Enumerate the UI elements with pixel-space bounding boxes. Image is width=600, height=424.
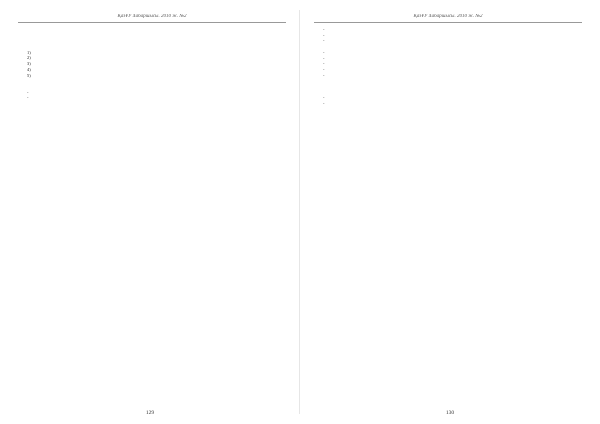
list-item-text <box>33 73 286 79</box>
list-marker: - <box>323 66 325 72</box>
list-marker: - <box>323 49 325 55</box>
right-page <box>300 0 600 424</box>
list-item <box>314 73 582 79</box>
list-item <box>314 38 582 44</box>
left-page-body <box>18 27 286 413</box>
list-marker: - <box>323 72 325 78</box>
list-marker: 2) <box>27 55 31 61</box>
list-marker: - <box>323 55 325 61</box>
running-header: ҚазҰУ Хабаршысы. 2010 ж. №2 <box>314 14 582 23</box>
list-marker: 3) <box>27 61 31 67</box>
running-header: ҚазҰУ Хабаршысы. 2010 ж. №2 <box>18 14 286 23</box>
page-number: 130 <box>445 410 455 416</box>
list-item <box>18 73 286 79</box>
list-marker: 5) <box>27 72 31 78</box>
list-marker: - <box>27 95 29 101</box>
list-item-text <box>326 38 582 44</box>
list-marker: - <box>323 101 325 107</box>
list-marker: 4) <box>27 66 31 72</box>
list-item <box>314 101 582 107</box>
list-marker: - <box>323 27 325 32</box>
list-marker: - <box>323 61 325 67</box>
page-number: 129 <box>145 410 155 416</box>
list-item-text <box>326 73 582 79</box>
list-marker: - <box>27 89 29 95</box>
list-item-text <box>326 101 582 107</box>
list-marker: - <box>323 95 325 101</box>
list-marker: - <box>323 38 325 44</box>
paragraph <box>314 107 582 113</box>
list-item-text <box>30 95 286 101</box>
list-marker: 1) <box>27 49 31 55</box>
right-page-body <box>314 27 582 413</box>
list-marker: - <box>323 32 325 38</box>
list-item <box>18 95 286 101</box>
